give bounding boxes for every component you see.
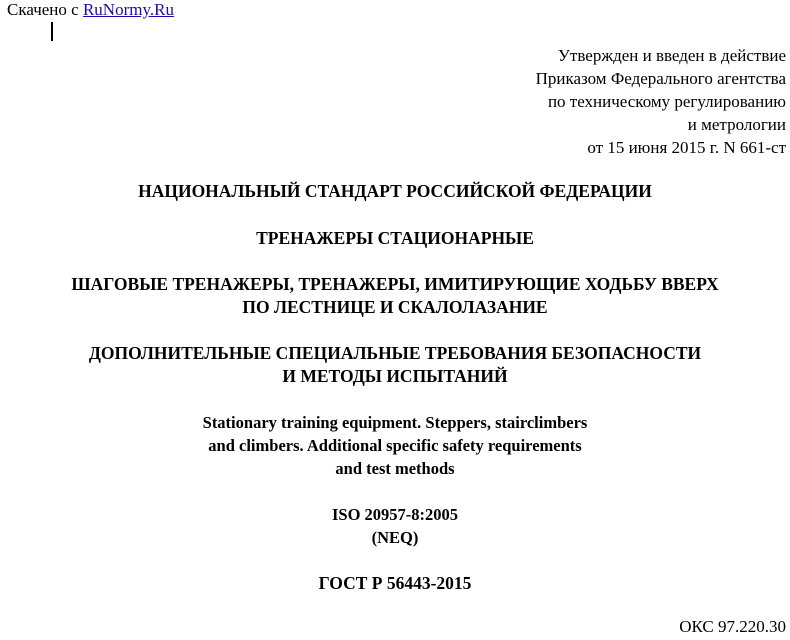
subject-heading <box>0 273 790 319</box>
subject-heading-line: ШАГОВЫЕ ТРЕНАЖЕРЫ, ТРЕНАЖЕРЫ, ИМИТИРУЮЩИЕ ХОДЬБУ ВВЕРХ <box>71 274 719 294</box>
english-title <box>0 411 790 480</box>
standard-heading: НАЦИОНАЛЬНЫЙ СТАНДАРТ РОССИЙСКОЙ ФЕДЕРАЦИИ <box>138 181 652 201</box>
english-title-line: and test methods <box>335 459 455 478</box>
requirements-heading-line: ДОПОЛНИТЕЛЬНЫЕ СПЕЦИАЛЬНЫЕ ТРЕБОВАНИЯ БЕЗОПАСНОСТИ <box>88 343 702 363</box>
approval-date-line: от 15 июня 2015 г. N 661-ст <box>587 138 786 157</box>
iso-equivalence: (NEQ) <box>371 528 419 547</box>
requirements-heading-line: И МЕТОДЫ ИСПЫТАНИЙ <box>282 366 508 386</box>
approval-line: по техническому регулированию <box>547 92 786 111</box>
english-title-line: Stationary training equipment. Steppers, stairclimbers <box>202 413 588 432</box>
approval-line: Приказом Федерального агентства <box>535 69 786 88</box>
approval-line: Утвержден и введен в действие <box>557 46 786 65</box>
approval-block <box>536 44 786 159</box>
source-attribution <box>7 0 174 20</box>
iso-number: ISO 20957-8:2005 <box>331 505 459 524</box>
runormy-link[interactable]: RuNormy.Ru <box>82 0 174 19</box>
english-title-line: and climbers. Additional specific safety requirements <box>208 436 582 455</box>
text-cursor <box>51 22 53 41</box>
requirements-heading <box>0 342 790 388</box>
approval-line: и метрологии <box>687 115 786 134</box>
category-heading: ТРЕНАЖЕРЫ СТАЦИОНАРНЫЕ <box>256 228 534 248</box>
source-prefix: Скачено с <box>7 0 83 19</box>
oks-code: ОКС 97.220.30 <box>679 617 786 636</box>
iso-reference <box>0 503 790 549</box>
gost-number: ГОСТ Р 56443-2015 <box>318 573 472 593</box>
subject-heading-line: ПО ЛЕСТНИЦЕ И СКАЛОЛАЗАНИЕ <box>242 297 548 317</box>
